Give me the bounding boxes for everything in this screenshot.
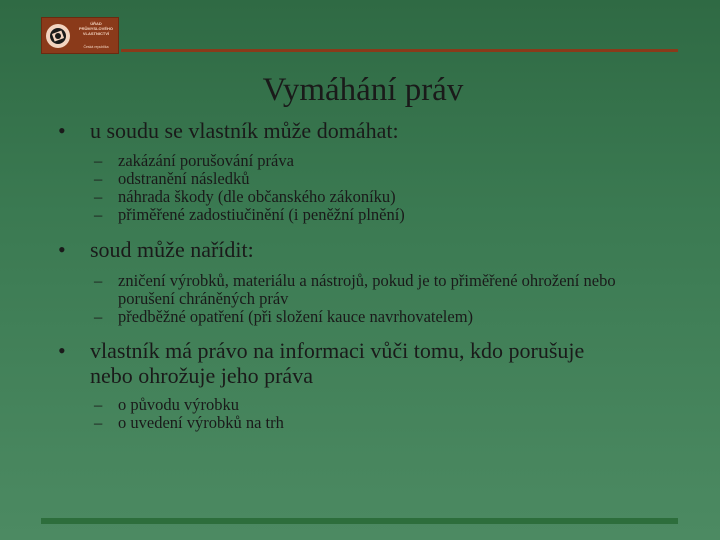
dash-icon: – <box>94 205 103 224</box>
sub-bullet-text: o původu výrobku <box>118 395 239 414</box>
sub-bullet <box>58 396 688 414</box>
top-divider <box>121 49 678 52</box>
sub-bullet-text: přiměřené zadostiučinění (i peněžní plnění) <box>118 205 405 224</box>
slide-title <box>0 72 720 109</box>
bullet-2 <box>58 237 688 262</box>
dash-icon: – <box>94 413 103 432</box>
logo-line-2: PRŮMYSLOVÉHO <box>78 26 113 31</box>
logo-line-3: VLASTNICTVÍ <box>82 31 110 36</box>
dash-icon: – <box>94 307 103 326</box>
sub-bullet <box>58 206 688 224</box>
dash-icon: – <box>94 169 103 188</box>
sub-bullet <box>58 308 688 326</box>
bullet-1 <box>58 118 688 143</box>
sub-bullet-text: o uvedení výrobků na trh <box>118 413 284 432</box>
bullet-1-text: u soudu se vlastník může domáhat: <box>90 118 399 143</box>
bullet-3-text: vlastník má právo na informaci vůči tomu, kdo porušuje nebo ohrožuje jeho práva <box>90 338 585 388</box>
sub-bullet-text: náhrada škody (dle občanského zákoníku) <box>118 187 396 206</box>
sub-bullet <box>58 170 688 188</box>
bottom-divider <box>41 518 678 524</box>
logo-text <box>74 21 118 36</box>
sub-bullet-text: odstranění následků <box>118 169 250 188</box>
slide-body <box>58 118 688 432</box>
logo-line-1: ÚŘAD <box>90 21 102 26</box>
sub-bullet-text: zakázání porušování práva <box>118 151 294 170</box>
bullet-dot-icon: • <box>58 338 66 363</box>
dash-icon: – <box>94 395 103 414</box>
sub-bullet <box>58 272 638 308</box>
office-logo <box>41 17 119 54</box>
sub-bullet <box>58 152 688 170</box>
sub-bullet <box>58 188 688 206</box>
logo-emblem-icon <box>45 22 71 50</box>
slide-title-text: Vymáhání práv <box>262 72 464 108</box>
bullet-2-text: soud může nařídit: <box>90 237 254 262</box>
sub-bullet <box>58 414 688 432</box>
dash-icon: – <box>94 151 103 170</box>
sub-bullet-text: předběžné opatření (při složení kauce navrhovatelem) <box>118 307 474 326</box>
dash-icon: – <box>94 187 103 206</box>
bullet-dot-icon: • <box>58 118 66 143</box>
dash-icon: – <box>94 271 103 290</box>
bullet-3 <box>58 338 630 388</box>
sub-bullet-text: zničení výrobků, materiálu a nástrojů, pokud je to přiměřené ohrožení nebo porušení chráněných práv <box>118 271 616 308</box>
bullet-dot-icon: • <box>58 237 66 262</box>
logo-subtitle: Česká republika <box>83 45 109 49</box>
